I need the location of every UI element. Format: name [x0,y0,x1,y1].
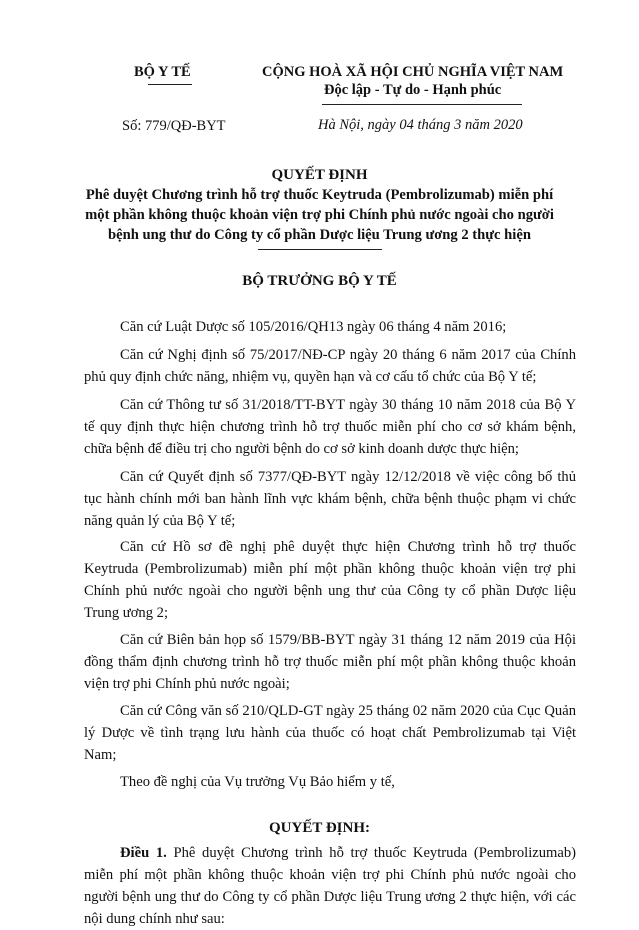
ground-5: Căn cứ Hồ sơ đề nghị phê duyệt thực hiện Chương trình hỗ trợ thuốc Keytruda (Pembrolizumab) miễn phí một phần không thuộc khoản viện trợ phi Chính phủ nước ngoài cho người bệnh ung thư của Công ty cổ phần Dược liệu Trung ương 2; [84,539,576,621]
document-title: QUYẾT ĐỊNH [271,167,368,183]
decision-heading: QUYẾT ĐỊNH: [269,820,370,836]
ministry-underline [148,84,192,85]
ground-3: Căn cứ Thông tư số 31/2018/TT-BYT ngày 30 tháng 10 năm 2018 của Bộ Y tế quy định thực hiện chương trình hỗ trợ thuốc miễn phí cho cơ sở khám bệnh, chữa bệnh để điều trị cho người bệnh do cơ sở kinh doanh dược thực hiện; [84,397,576,457]
ground-6: Căn cứ Biên bản họp số 1579/BB-BYT ngày 31 tháng 12 năm 2019 của Hội đồng thẩm định chương trình hỗ trợ thuốc miễn phí một phần không thuộc khoản viện trợ phi Chính phủ nước ngoài; [84,632,576,692]
article-1-text: Phê duyệt Chương trình hỗ trợ thuốc Keytruda (Pembrolizumab) miễn phí một phần không thuộc khoản viện trợ phi Chính phủ nước ngoài cho người bệnh ung thư do Công ty cổ phần Dược liệu Trung ương 2 thực hiện, với các nội dung chính như sau: [84,845,577,927]
ground-4: Căn cứ Quyết định số 7377/QĐ-BYT ngày 12/12/2018 về việc công bố thủ tục hành chính mới ban hành lĩnh vực khám bệnh, chữa bệnh thuộc phạm vi chức năng quản lý của Bộ Y tế; [84,469,576,529]
ground-1: Căn cứ Luật Dược số 105/2016/QH13 ngày 06 tháng 4 năm 2016; [120,319,507,335]
ministry-name: BỘ Y TẾ [134,64,191,80]
title-underline [258,249,382,250]
document-number: Số: 779/QĐ-BYT [122,118,226,134]
subject-line-1: Phê duyệt Chương trình hỗ trợ thuốc Keytruda (Pembrolizumab) miễn phí [85,187,554,203]
subject-line-2: một phần không thuộc khoản viện trợ phi Chính phủ nước ngoài cho người [85,207,554,223]
subject-line-3: bệnh ung thư do Công ty cổ phần Dược liệu Trung ương 2 thực hiện [108,227,531,243]
place-and-date: Hà Nội, ngày 04 tháng 3 năm 2020 [318,117,523,133]
national-motto: Độc lập - Tự do - Hạnh phúc [324,82,502,98]
ground-2: Căn cứ Nghị định số 75/2017/NĐ-CP ngày 20 tháng 6 năm 2017 của Chính phủ quy định chức năng, nhiệm vụ, quyền hạn và cơ cấu tổ chức của Bộ Y tế; [84,347,576,385]
ground-7: Căn cứ Công văn số 210/QLD-GT ngày 25 tháng 02 năm 2020 của Cục Quản lý Dược về tình trạng lưu hành của thuốc có hoạt chất Pembrolizumab tại Việt Nam; [84,703,576,763]
ground-8: Theo đề nghị của Vụ trưởng Vụ Bảo hiểm y tế, [120,774,395,790]
nation-name: CỘNG HOÀ XÃ HỘI CHỦ NGHĨA VIỆT NAM [262,64,564,80]
article-1 [84,842,577,927]
article-1-label: Điều 1. [120,845,167,861]
motto-underline [322,104,522,105]
issuing-authority: BỘ TRƯỞNG BỘ Y TẾ [242,273,397,289]
